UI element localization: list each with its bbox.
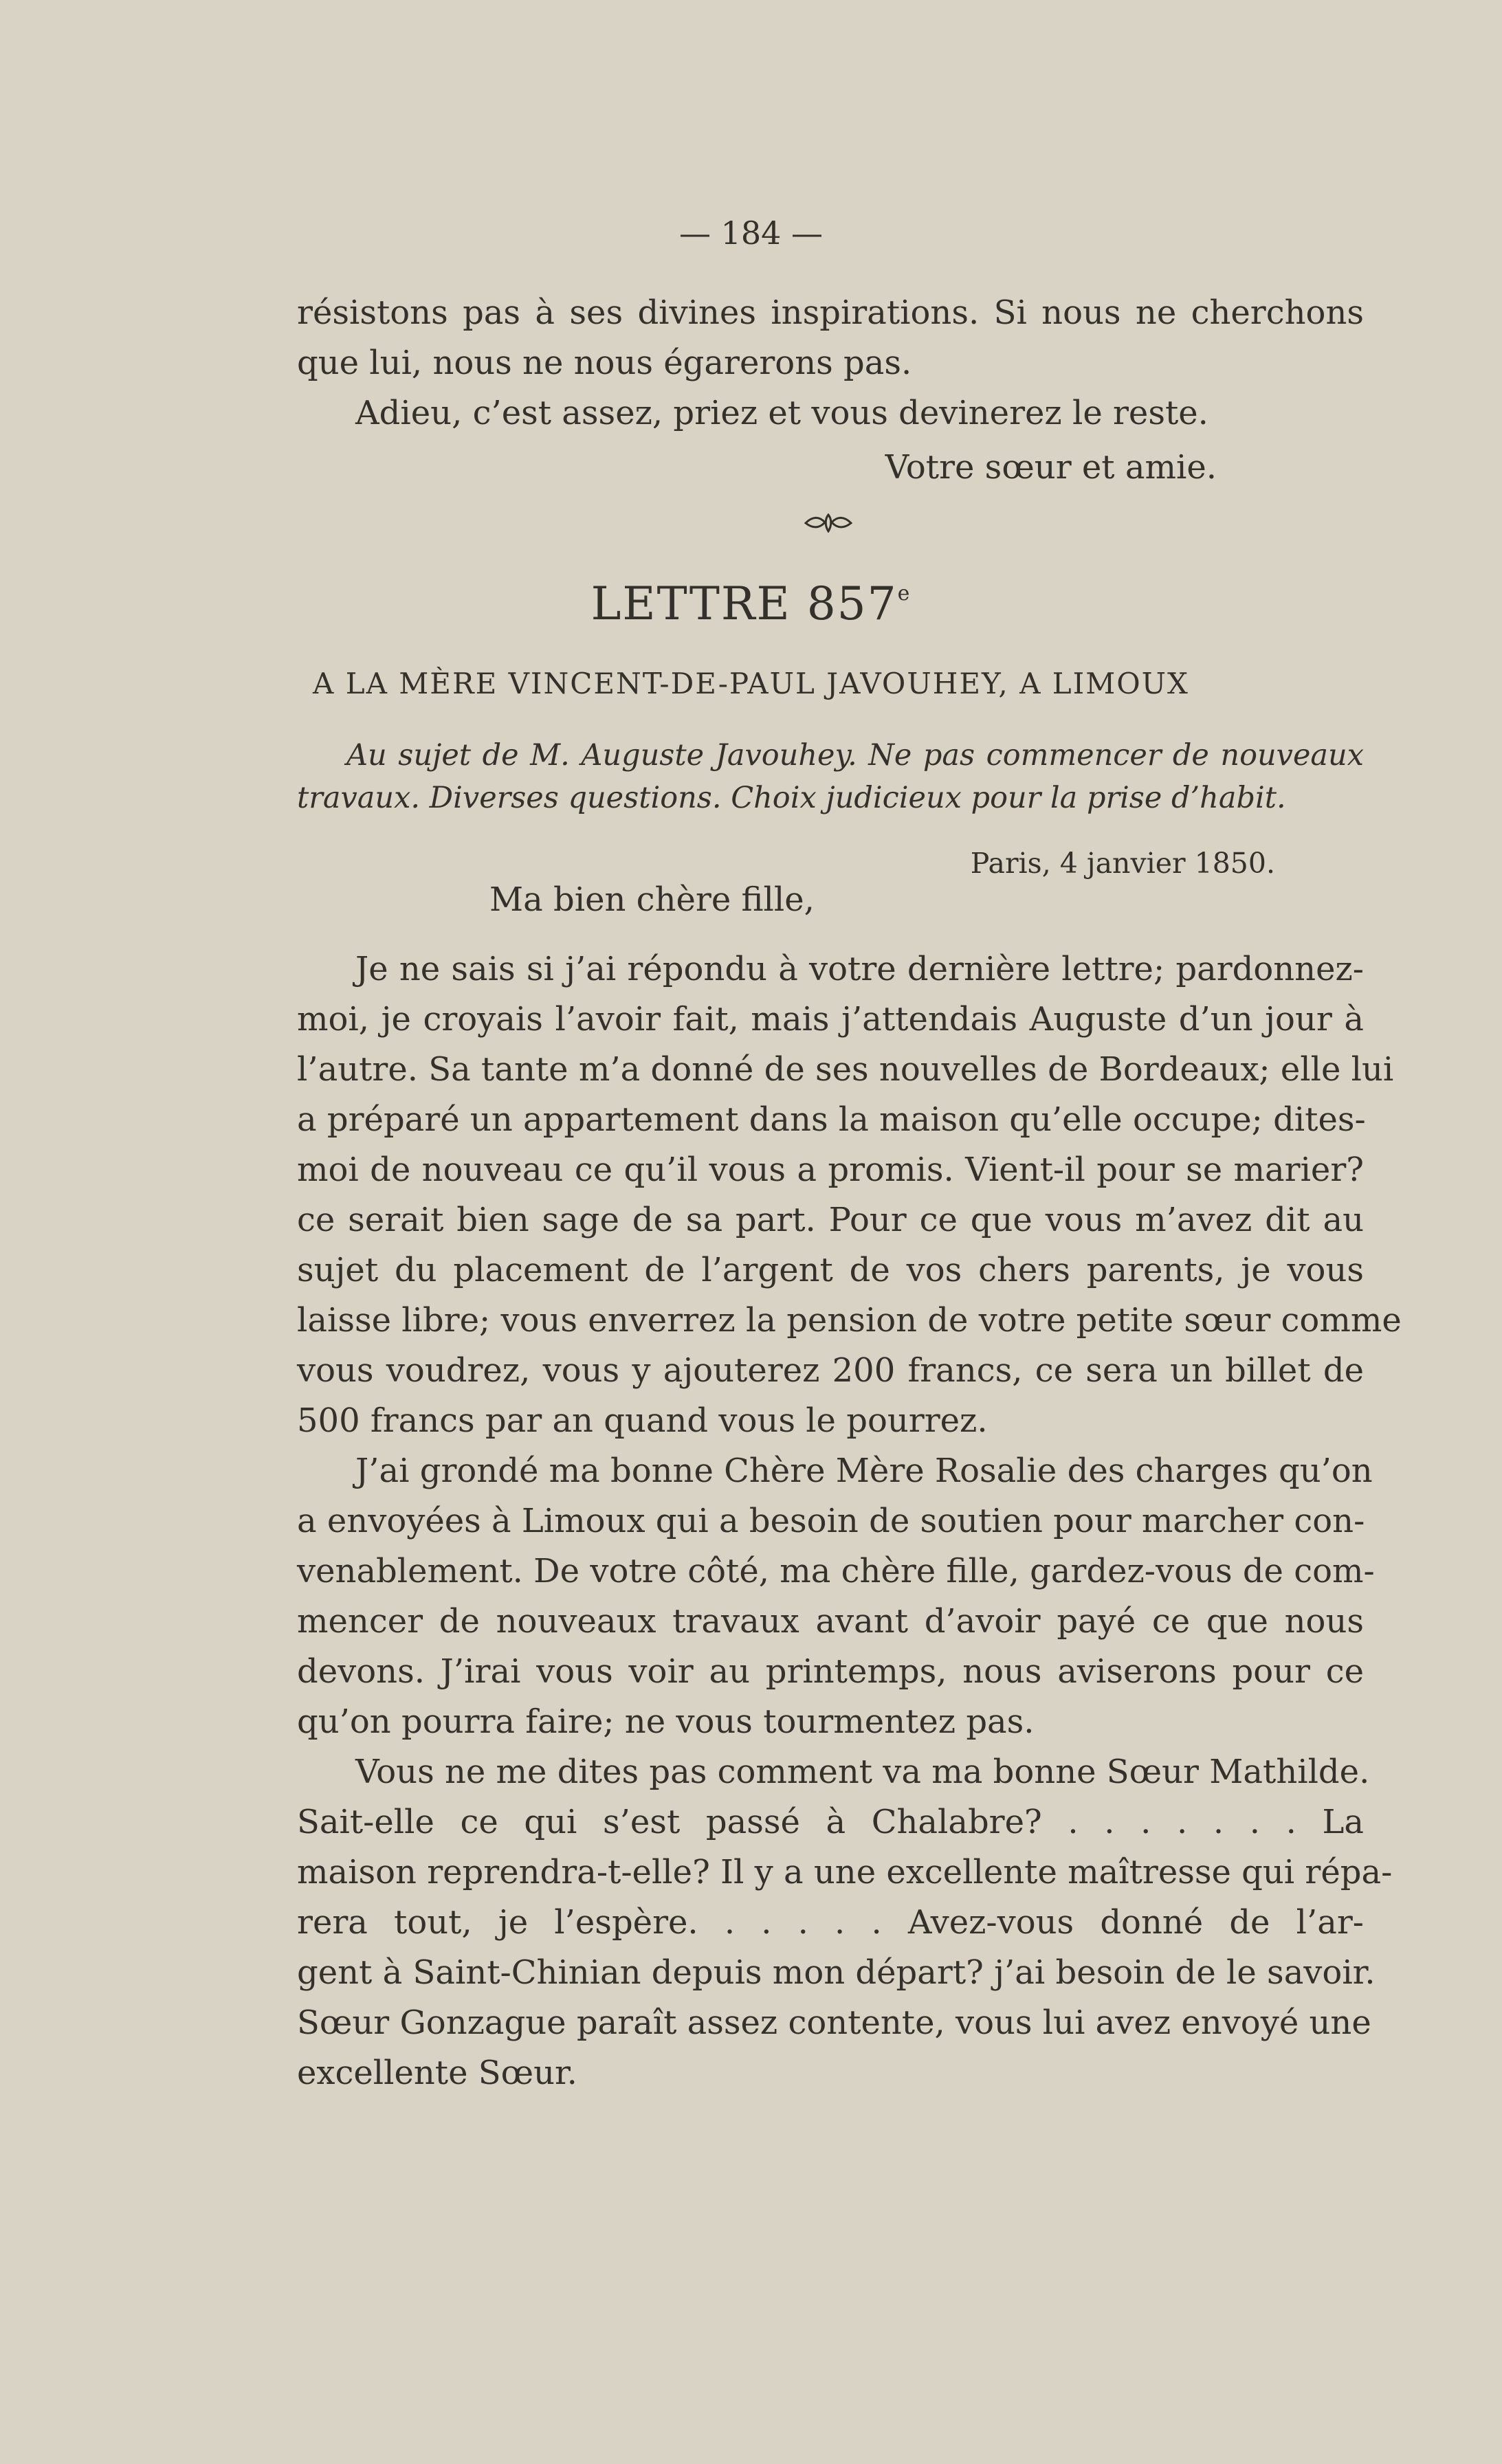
closing-line: Adieu, c’est assez, priez et vous devinerez le reste.	[355, 394, 1208, 432]
text-line: devons. J’irai vous voir au printemps, nous aviserons pour ce	[297, 1652, 1364, 1691]
text-line: maison reprendra-t-elle? Il y a une excellente maîtresse qui répa-	[297, 1853, 1393, 1891]
letter-heading	[0, 577, 1502, 630]
dateline: Paris, 4 janvier 1850.	[970, 847, 1275, 880]
continuation-text	[297, 288, 1364, 439]
text-line: gent à Saint-Chinian depuis mon départ? j’ai besoin de le savoir.	[297, 1953, 1376, 1992]
addressee: A LA MÈRE VINCENT-DE-PAUL JAVOUHEY, A LIMOUX	[313, 667, 1189, 700]
text-line: résistons pas à ses divines inspirations. Si nous ne cherchons	[297, 293, 1364, 332]
text-line: moi, je croyais l’avoir fait, mais j’attendais Auguste d’un jour à	[297, 1000, 1364, 1039]
summary-line: Au sujet de M. Auguste Javouhey. Ne pas commencer de nouveaux	[346, 738, 1364, 773]
page-number: — 184 —	[678, 214, 824, 252]
signature: Votre sœur et amie.	[885, 448, 1217, 487]
letter-heading-superscript: e	[897, 581, 912, 606]
letter-summary	[297, 734, 1364, 819]
text-line: que lui, nous ne nous égarerons pas.	[297, 344, 912, 382]
text-line: excellente Sœur.	[297, 2054, 577, 2092]
paragraph	[297, 1446, 1375, 1747]
text-line: Vous ne me dites pas comment va ma bonne Sœur Mathilde.	[355, 1753, 1370, 1791]
letter-body	[297, 944, 1402, 2098]
text-line: laisse libre; vous enverrez la pension de votre petite sœur comme	[297, 1301, 1402, 1340]
text-line: sujet du placement de l’argent de vos chers parents, je vous	[297, 1251, 1364, 1289]
text-line: Je ne sais si j’ai répondu à votre dernière lettre; pardonnez-	[355, 950, 1364, 988]
text-line: Sait-elle ce qui s’est passé à Chalabre? . . . . . . . La	[297, 1803, 1364, 1841]
paragraph	[297, 1747, 1393, 2098]
text-line: a préparé un appartement dans la maison qu’elle occupe; dites-	[297, 1100, 1366, 1139]
letter-heading-text: LETTRE 857	[590, 577, 898, 630]
text-line: Sœur Gonzague paraît assez contente, vous lui avez envoyé une	[297, 2004, 1371, 2042]
text-line: qu’on pourra faire; ne vous tourmentez pas.	[297, 1702, 1035, 1741]
text-line: rera tout, je l’espère. . . . . . Avez-vous donné de l’ar-	[297, 1903, 1364, 1942]
summary-line: travaux. Diverses questions. Choix judicieux pour la prise d’habit.	[297, 781, 1286, 815]
fleuron-ornament-icon	[804, 512, 852, 533]
text-line: a envoyées à Limoux qui a besoin de soutien pour marcher con-	[297, 1502, 1365, 1540]
text-line: 500 francs par an quand vous le pourrez.	[297, 1401, 988, 1440]
text-line: vous voudrez, vous y ajouterez 200 francs, ce sera un billet de	[297, 1351, 1364, 1390]
paragraph	[297, 944, 1402, 1446]
text-line: mencer de nouveaux travaux avant d’avoir payé ce que nous	[297, 1602, 1364, 1641]
text-line: moi de nouveau ce qu’il vous a promis. Vient-il pour se marier?	[297, 1151, 1364, 1189]
text-line: ce serait bien sage de sa part. Pour ce que vous m’avez dit au	[297, 1201, 1364, 1239]
text-line: venablement. De votre côté, ma chère fille, gardez-vous de com-	[297, 1552, 1375, 1590]
text-line: l’autre. Sa tante m’a donné de ses nouvelles de Bordeaux; elle lui	[297, 1050, 1394, 1089]
text-line: J’ai grondé ma bonne Chère Mère Rosalie des charges qu’on	[355, 1452, 1373, 1490]
salutation: Ma bien chère fille,	[489, 880, 815, 919]
